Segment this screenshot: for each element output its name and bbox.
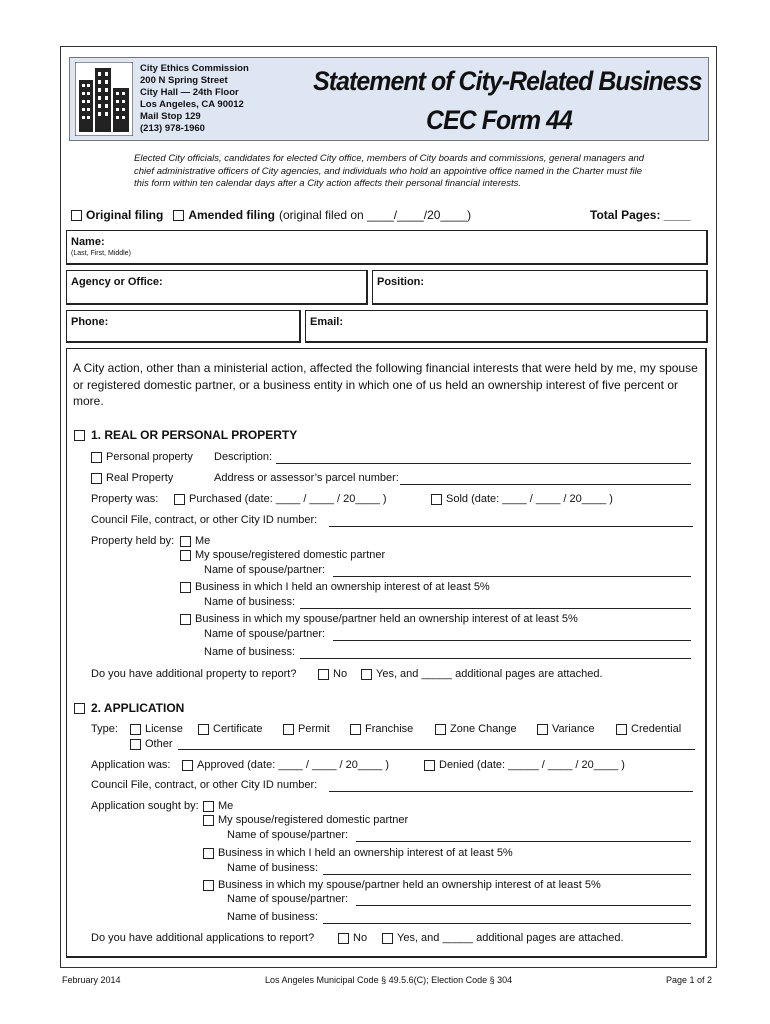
spouse-name-line[interactable] <box>356 841 691 842</box>
spouse-name-label: Name of spouse/partner: <box>204 628 326 640</box>
sought-by-spouse-label: My spouse/registered domestic partner <box>218 814 409 826</box>
agency-field[interactable] <box>66 270 368 305</box>
personal-property-label: Personal property <box>106 451 193 463</box>
section2-title-row <box>74 701 184 715</box>
additional-applications-yes-checkbox[interactable] <box>382 933 393 944</box>
business-name-line[interactable] <box>323 874 691 875</box>
address-line: City Hall — 24th Floor <box>140 87 239 98</box>
footer-code: Los Angeles Municipal Code § 49.5.6(C); Election Code § 304 <box>265 975 513 985</box>
held-by-business-spouse-checkbox[interactable] <box>180 614 191 625</box>
additional-property-no-checkbox[interactable] <box>318 669 329 680</box>
name-field[interactable] <box>66 230 708 265</box>
type-label: Type: <box>91 723 118 735</box>
business-name-line[interactable] <box>300 658 691 659</box>
type-permit-label: Permit <box>298 723 330 735</box>
type-license-checkbox[interactable] <box>130 724 141 735</box>
lead-text: A City action, other than a ministerial action, affected the following financial interests that were held by me, my spouse or registered domestic partner, or a business entity in which one of us held an ownership interest of five percent or more. <box>73 361 698 408</box>
type-certificate-row <box>198 723 263 735</box>
type-license-label: License <box>145 723 183 735</box>
section2-title: 2. APPLICATION <box>91 701 185 715</box>
held-by-me-checkbox[interactable] <box>180 536 191 547</box>
sold-row <box>431 493 613 505</box>
additional-applications-no-row <box>338 932 367 944</box>
held-by-spouse-checkbox[interactable] <box>180 550 191 561</box>
section1-title-row <box>74 428 297 442</box>
phone-label: Phone: <box>71 316 109 328</box>
address-line: Mail Stop 129 <box>140 111 201 122</box>
sought-by-me-row <box>203 800 233 812</box>
type-credential-row <box>616 723 681 735</box>
agency-address <box>140 63 249 135</box>
intro-text: Elected City officials, candidates for elected City office, members of City boards and commissions, general managers and chief administrative officers of City agencies, and individuals who hold an appointive office named in the Charter must file this form within ten calendar days after a City action affects their personal financial interests. <box>134 153 645 189</box>
type-other-line[interactable] <box>178 749 695 750</box>
business-name-label: Name of business: <box>227 862 319 874</box>
no-label: No <box>353 932 368 944</box>
business-name-label: Name of business: <box>204 646 296 658</box>
held-by-business-spouse-label: Business in which my spouse/partner held an ownership interest of at least 5% <box>195 613 578 625</box>
sought-by-business-spouse-label: Business in which my spouse/partner held an ownership interest of at least 5% <box>218 879 601 891</box>
held-by-business-me-row <box>180 581 490 593</box>
email-label: Email: <box>310 316 344 328</box>
approved-checkbox[interactable] <box>182 760 193 771</box>
form-title: Statement of City-Related Business <box>313 66 702 96</box>
personal-property-checkbox[interactable] <box>91 452 102 463</box>
spouse-name-line[interactable] <box>333 576 691 577</box>
type-zone-change-row <box>435 723 517 735</box>
real-property-label: Real Property <box>106 472 174 484</box>
real-property-row <box>91 472 173 484</box>
total-pages[interactable]: Total Pages: ____ <box>590 208 691 222</box>
amended-filing-label: Amended filing <box>188 208 276 222</box>
no-label: No <box>333 668 348 680</box>
sought-by-me-checkbox[interactable] <box>203 801 214 812</box>
address-line[interactable] <box>400 484 691 485</box>
additional-applications-question: Do you have additional applications to report? <box>91 932 315 944</box>
property-was-label: Property was: <box>91 493 159 505</box>
additional-applications-yes-row <box>382 932 624 944</box>
type-other-row <box>130 738 173 750</box>
application-was-label: Application was: <box>91 759 171 771</box>
type-credential-label: Credential <box>631 723 682 735</box>
type-certificate-label: Certificate <box>213 723 263 735</box>
yes-label: Yes, and _____ additional pages are attached. <box>397 932 624 944</box>
address-line: (213) 978-1960 <box>140 123 205 134</box>
personal-property-row <box>91 451 193 463</box>
type-credential-checkbox[interactable] <box>616 724 627 735</box>
held-by-me-label: Me <box>195 535 211 547</box>
type-variance-label: Variance <box>552 723 595 735</box>
yes-label: Yes, and _____ additional pages are attached. <box>376 668 603 680</box>
additional-property-no-row <box>318 668 347 680</box>
position-field[interactable] <box>372 270 708 305</box>
purchased-label: Purchased (date: ____ / ____ / 20____ ) <box>189 493 387 505</box>
council-file-line[interactable] <box>329 791 693 792</box>
type-other-checkbox[interactable] <box>130 739 141 750</box>
business-name-label: Name of business: <box>204 596 296 608</box>
sought-by-business-spouse-row <box>203 879 601 891</box>
additional-applications-no-checkbox[interactable] <box>338 933 349 944</box>
sold-label: Sold (date: ____ / ____ / 20____ ) <box>446 493 613 505</box>
form-number: CEC Form 44 <box>426 105 572 135</box>
description-label: Description: <box>214 451 273 463</box>
spouse-name-line[interactable] <box>356 905 691 906</box>
business-name-line[interactable] <box>323 923 691 924</box>
original-filing-label: Original filing <box>86 208 164 222</box>
address-line: 200 N Spring Street <box>140 75 228 86</box>
address-line: City Ethics Commission <box>140 63 249 74</box>
sought-by-business-spouse-checkbox[interactable] <box>203 880 214 891</box>
spouse-name-label: Name of spouse/partner: <box>204 564 326 576</box>
business-name-label: Name of business: <box>227 911 319 923</box>
council-file-label: Council File, contract, or other City ID number: <box>91 779 318 791</box>
held-by-business-spouse-row <box>180 613 578 625</box>
sought-by-label: Application sought by: <box>91 800 199 812</box>
address-line: Los Angeles, CA 90012 <box>140 99 244 110</box>
name-hint: (Last, First, Middle) <box>71 250 131 257</box>
type-franchise-checkbox[interactable] <box>350 724 361 735</box>
sought-by-business-me-label: Business in which I held an ownership interest of at least 5% <box>218 847 513 859</box>
type-zone-change-checkbox[interactable] <box>435 724 446 735</box>
held-by-spouse-label: My spouse/registered domestic partner <box>195 549 386 561</box>
original-filing-checkbox[interactable] <box>71 210 82 221</box>
spouse-name-label: Name of spouse/partner: <box>227 893 349 905</box>
type-license-row <box>130 723 183 735</box>
held-by-business-me-label: Business in which I held an ownership interest of at least 5% <box>195 581 490 593</box>
amended-filing-note: (original filed on ____/____/20____) <box>279 208 472 222</box>
section1-title: 1. REAL OR PERSONAL PROPERTY <box>91 428 298 442</box>
type-permit-row <box>283 723 330 735</box>
held-by-spouse-row <box>180 549 385 561</box>
footer-date: February 2014 <box>62 975 121 985</box>
type-variance-checkbox[interactable] <box>537 724 548 735</box>
sought-by-spouse-checkbox[interactable] <box>203 815 214 826</box>
denied-checkbox[interactable] <box>424 760 435 771</box>
sold-checkbox[interactable] <box>431 494 442 505</box>
email-field[interactable] <box>305 310 708 343</box>
held-by-me-row <box>180 535 210 547</box>
section1-checkbox[interactable] <box>74 430 85 441</box>
approved-label: Approved (date: ____ / ____ / 20____ ) <box>197 759 390 771</box>
position-label: Position: <box>377 276 425 288</box>
sought-by-business-me-checkbox[interactable] <box>203 848 214 859</box>
type-certificate-checkbox[interactable] <box>198 724 209 735</box>
purchased-checkbox[interactable] <box>174 494 185 505</box>
held-by-label: Property held by: <box>91 535 175 547</box>
type-permit-checkbox[interactable] <box>283 724 294 735</box>
type-zone-change-label: Zone Change <box>450 723 517 735</box>
section2-checkbox[interactable] <box>74 703 85 714</box>
spouse-name-line[interactable] <box>333 640 691 641</box>
type-variance-row <box>537 723 595 735</box>
denied-label: Denied (date: _____ / ____ / 20____ ) <box>439 759 625 771</box>
spouse-name-label: Name of spouse/partner: <box>227 829 349 841</box>
additional-property-yes-row <box>361 668 603 680</box>
approved-row <box>182 759 389 771</box>
amended-filing-checkbox[interactable] <box>173 210 184 221</box>
type-franchise-label: Franchise <box>365 723 414 735</box>
filing-row <box>71 208 471 222</box>
real-property-checkbox[interactable] <box>91 473 102 484</box>
additional-property-yes-checkbox[interactable] <box>361 669 372 680</box>
denied-row <box>424 759 625 771</box>
footer-page: Page 1 of 2 <box>666 975 713 985</box>
sought-by-business-me-row <box>203 847 513 859</box>
description-line[interactable] <box>276 463 691 464</box>
type-franchise-row <box>350 723 413 735</box>
phone-field[interactable] <box>66 310 301 343</box>
type-other-label: Other <box>145 738 173 750</box>
additional-property-question: Do you have additional property to report? <box>91 668 297 680</box>
council-file-line[interactable] <box>329 526 693 527</box>
city-hall-logo-icon <box>75 62 133 136</box>
sought-by-spouse-row <box>203 814 408 826</box>
agency-label: Agency or Office: <box>71 276 163 288</box>
sought-by-me-label: Me <box>218 800 234 812</box>
held-by-business-me-checkbox[interactable] <box>180 582 191 593</box>
purchased-row <box>174 493 387 505</box>
business-name-line[interactable] <box>300 608 691 609</box>
name-label: Name: <box>71 236 105 248</box>
council-file-label: Council File, contract, or other City ID number: <box>91 514 318 526</box>
address-label: Address or assessor’s parcel number: <box>214 472 399 484</box>
